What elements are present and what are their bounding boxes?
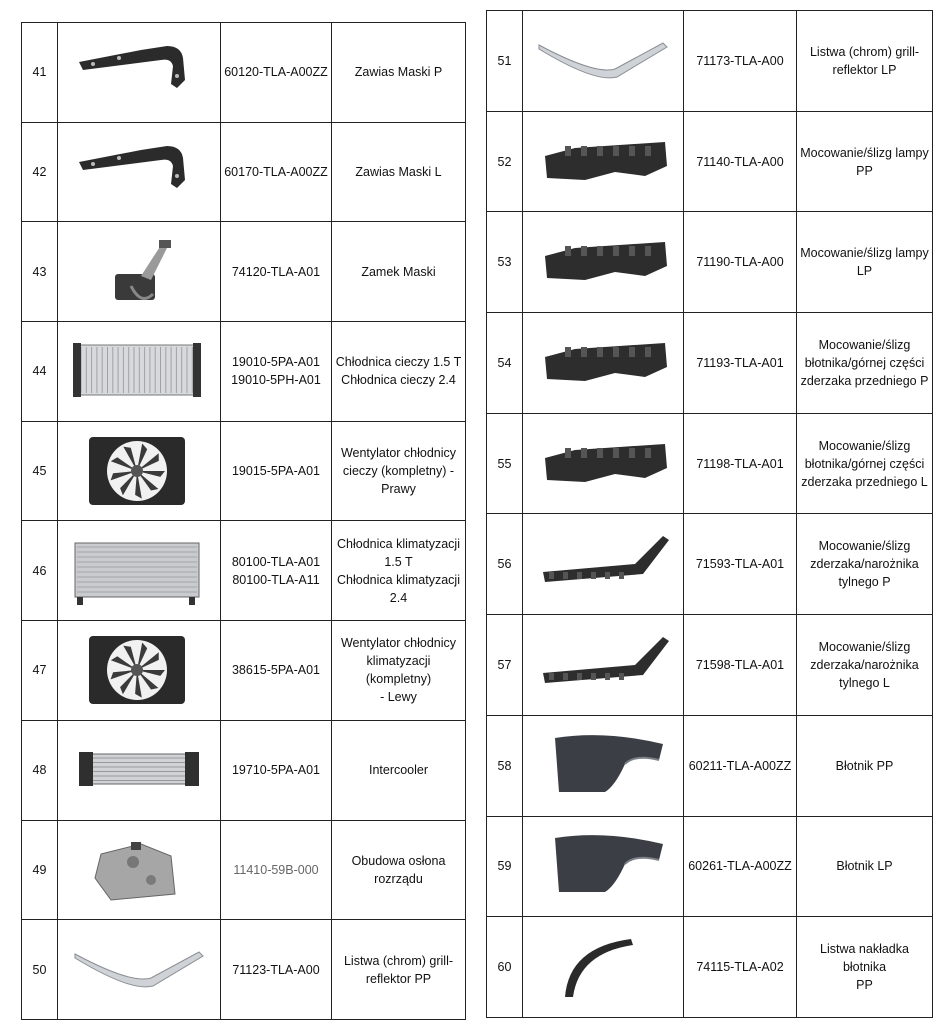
table-row	[487, 715, 933, 816]
part-number	[221, 720, 332, 820]
bracket-icon	[535, 428, 671, 500]
part-description	[332, 421, 466, 521]
part-description-line: błotnika/górnej części	[804, 355, 925, 370]
part-description-line: Zamek Maski	[361, 264, 436, 279]
table-row	[487, 917, 933, 1018]
part-description-line: Listwa nakładka błotnika	[820, 942, 909, 975]
part-description-line: Obudowa osłona	[351, 853, 446, 868]
table-row	[487, 111, 933, 212]
item-number: 43	[22, 222, 58, 322]
wheel-arch-trim-icon	[535, 931, 671, 1003]
part-description	[797, 313, 933, 414]
item-number: 51	[487, 11, 523, 112]
part-description-line: Mocowanie/ślizg	[818, 639, 911, 654]
part-number	[684, 615, 797, 716]
item-number: 54	[487, 313, 523, 414]
item-number: 41	[22, 23, 58, 123]
part-number-line: 71193-TLA-A01	[696, 355, 784, 370]
part-description-line: Chłodnica cieczy 2.4	[341, 373, 456, 388]
item-number: 46	[22, 521, 58, 621]
part-description-line: zderzaka przedniego L	[801, 474, 928, 489]
part-number	[221, 820, 332, 920]
item-number: 45	[22, 421, 58, 521]
part-description-line: reflektor PP	[365, 971, 432, 986]
bracket-icon	[535, 226, 671, 298]
part-description-line: zderzaka przedniego P	[800, 373, 929, 388]
table-row	[487, 514, 933, 615]
part-image	[58, 820, 221, 920]
table-row	[22, 920, 466, 1020]
part-image	[523, 111, 684, 212]
part-number	[684, 715, 797, 816]
item-number: 59	[487, 816, 523, 917]
fender-icon	[535, 830, 671, 902]
hood-hinge-icon	[71, 36, 207, 108]
hood-hinge-icon	[71, 136, 207, 208]
part-description-line: Prawy	[381, 482, 416, 497]
part-image	[523, 212, 684, 313]
bracket-icon	[535, 327, 671, 399]
part-description-line: Mocowanie/ślizg lampy	[800, 145, 929, 160]
part-description-line: Zawias Maski L	[355, 165, 442, 180]
item-number: 60	[487, 917, 523, 1018]
part-description-line: Chłodnica cieczy 1.5 T	[335, 355, 462, 370]
part-description	[332, 23, 466, 123]
part-image	[58, 322, 221, 422]
timing-cover-icon	[71, 834, 207, 906]
chrome-trim-icon	[535, 25, 671, 97]
table-row	[487, 11, 933, 112]
part-number-line: 11410-59B-000	[233, 862, 319, 877]
part-image	[523, 514, 684, 615]
part-image	[58, 222, 221, 322]
part-description-line: PP	[856, 978, 873, 993]
part-number	[684, 514, 797, 615]
part-number	[684, 413, 797, 514]
part-number-line: 19710-5PA-A01	[231, 763, 321, 778]
part-description	[332, 920, 466, 1020]
item-number: 50	[22, 920, 58, 1020]
part-number	[221, 23, 332, 123]
table-row	[22, 222, 466, 322]
part-image	[523, 816, 684, 917]
part-number-line: 74115-TLA-A02	[696, 960, 784, 975]
part-description	[797, 514, 933, 615]
part-number-line: 19010-5PH-A01	[231, 373, 321, 388]
part-description-line: Listwa (chrom) grill-	[809, 44, 920, 59]
item-number: 49	[22, 820, 58, 920]
table-row	[487, 212, 933, 313]
part-description	[797, 111, 933, 212]
fender-icon	[535, 730, 671, 802]
part-description-line: tylnego P	[838, 575, 891, 590]
part-description-line: 2.4	[389, 590, 408, 605]
part-description-line: zderzaka/narożnika	[810, 557, 919, 572]
part-description	[797, 11, 933, 112]
table-row	[22, 322, 466, 422]
part-description-line: Chłodnica klimatyzacji	[337, 536, 460, 551]
condenser-icon	[71, 535, 207, 607]
part-number	[221, 920, 332, 1020]
item-number: 53	[487, 212, 523, 313]
part-description-line: Chłodnica klimatyzacji	[337, 572, 460, 587]
item-number: 42	[22, 122, 58, 222]
part-description-line: tylnego L	[839, 675, 890, 690]
part-description-line: cieczy (kompletny) -	[342, 464, 455, 479]
part-number	[684, 11, 797, 112]
part-number	[221, 521, 332, 621]
part-number-line: 80100-TLA-A01	[231, 554, 321, 569]
part-description	[332, 222, 466, 322]
part-number-line: 38615-5PA-A01	[231, 663, 321, 678]
part-number	[684, 313, 797, 414]
part-number-line: 60170-TLA-A00ZZ	[224, 165, 328, 180]
part-number-line: 19010-5PA-A01	[231, 355, 321, 370]
part-number	[684, 111, 797, 212]
table-row	[22, 621, 466, 721]
part-description-line: rozrządu	[374, 871, 423, 886]
part-number	[221, 222, 332, 322]
part-description-line: LP	[856, 264, 873, 279]
part-description-line: zderzaka/narożnika	[810, 657, 919, 672]
part-image	[58, 23, 221, 123]
table-row	[22, 122, 466, 222]
part-number-line: 71598-TLA-A01	[695, 657, 785, 672]
part-number-line: 71593-TLA-A01	[695, 557, 785, 572]
part-description-line: Wentylator chłodnicy	[340, 636, 457, 651]
part-description	[332, 322, 466, 422]
part-number-line: 71140-TLA-A00	[696, 154, 784, 169]
part-image	[58, 521, 221, 621]
item-number: 52	[487, 111, 523, 212]
parts-table-left	[21, 22, 466, 1020]
part-description-line: klimatyzacji (kompletny)	[365, 654, 432, 687]
part-number	[221, 122, 332, 222]
part-description-line: Mocowanie/ślizg	[818, 438, 911, 453]
part-image	[58, 621, 221, 721]
part-number	[221, 421, 332, 521]
part-description-line: PP	[856, 163, 873, 178]
part-image	[523, 917, 684, 1018]
bracket-icon	[535, 126, 671, 198]
part-image	[523, 413, 684, 514]
part-number-line: 60261-TLA-A00ZZ	[688, 859, 792, 874]
part-description	[332, 621, 466, 721]
fan-shroud-icon	[71, 435, 207, 507]
part-description-line: Zawias Maski P	[354, 65, 443, 80]
part-number-line: 80100-TLA-A11	[232, 572, 320, 587]
part-number-line: 19015-5PA-A01	[231, 464, 321, 479]
item-number: 44	[22, 322, 58, 422]
part-description	[797, 413, 933, 514]
item-number: 55	[487, 413, 523, 514]
table-row	[22, 421, 466, 521]
intercooler-icon	[71, 734, 207, 806]
item-number: 58	[487, 715, 523, 816]
hood-latch-icon	[71, 236, 207, 308]
item-number: 56	[487, 514, 523, 615]
part-image	[58, 720, 221, 820]
table-row	[22, 820, 466, 920]
part-description-line: Mocowanie/ślizg	[818, 539, 911, 554]
item-number: 57	[487, 615, 523, 716]
part-number	[684, 212, 797, 313]
part-image	[523, 313, 684, 414]
part-description-line: błotnika/górnej części	[804, 456, 925, 471]
part-description-line: Błotnik LP	[836, 859, 893, 874]
part-description-line: Listwa (chrom) grill-	[343, 953, 454, 968]
part-number-line: 74120-TLA-A01	[231, 264, 321, 279]
part-description	[332, 720, 466, 820]
radiator-icon	[71, 335, 207, 407]
part-description	[797, 212, 933, 313]
part-description	[797, 816, 933, 917]
part-image	[58, 122, 221, 222]
part-image	[58, 920, 221, 1020]
part-number-line: 71190-TLA-A00	[696, 255, 784, 270]
part-description	[797, 615, 933, 716]
table-row	[22, 720, 466, 820]
part-number-line: 60120-TLA-A00ZZ	[224, 65, 328, 80]
part-image	[58, 421, 221, 521]
rear-bracket-icon	[535, 629, 671, 701]
fan-shroud-icon	[71, 634, 207, 706]
table-row	[487, 816, 933, 917]
part-number-line: 60211-TLA-A00ZZ	[688, 758, 792, 773]
table-row	[22, 521, 466, 621]
part-description-line: Intercooler	[368, 763, 429, 778]
part-description	[332, 122, 466, 222]
part-image	[523, 715, 684, 816]
part-description-line: - Lewy	[380, 690, 417, 705]
part-number	[221, 322, 332, 422]
table-row	[487, 413, 933, 514]
part-image	[523, 615, 684, 716]
part-description-line: Błotnik PP	[835, 758, 894, 773]
part-description	[797, 917, 933, 1018]
part-description-line: Mocowanie/ślizg	[818, 337, 911, 352]
part-description-line: reflektor LP	[832, 62, 897, 77]
item-number: 48	[22, 720, 58, 820]
part-description-line: Mocowanie/ślizg lampy	[800, 246, 929, 261]
part-description-line: 1.5 T	[384, 554, 413, 569]
item-number: 47	[22, 621, 58, 721]
part-image	[523, 11, 684, 112]
part-number	[221, 621, 332, 721]
table-row	[487, 615, 933, 716]
part-description-line: Wentylator chłodnicy	[340, 446, 457, 461]
rear-bracket-icon	[535, 528, 671, 600]
part-description	[797, 715, 933, 816]
table-row	[487, 313, 933, 414]
parts-table-right	[486, 10, 933, 1018]
part-description	[332, 521, 466, 621]
part-number-line: 71123-TLA-A00	[232, 962, 320, 977]
part-description	[332, 820, 466, 920]
table-row	[22, 23, 466, 123]
part-number-line: 71198-TLA-A01	[696, 456, 784, 471]
chrome-trim-icon	[71, 934, 207, 1006]
part-number-line: 71173-TLA-A00	[696, 53, 784, 68]
part-number	[684, 917, 797, 1018]
part-number	[684, 816, 797, 917]
